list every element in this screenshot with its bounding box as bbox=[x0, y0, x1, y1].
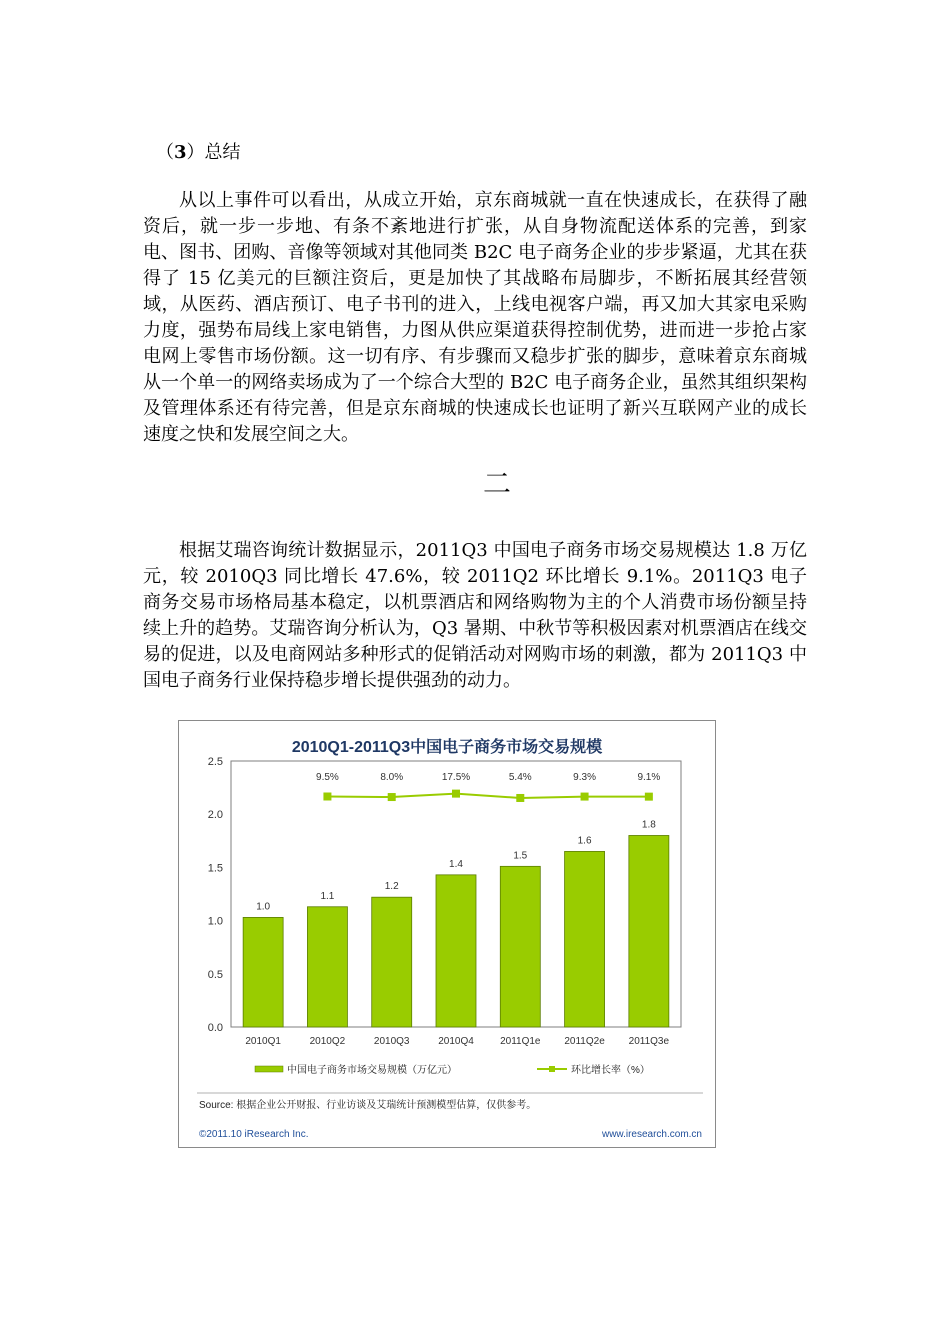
y-tick-label: 0.0 bbox=[207, 1022, 223, 1034]
bar-value-label: 1.4 bbox=[449, 858, 463, 870]
chart-figure bbox=[178, 720, 716, 1148]
growth-point-2010Q3 bbox=[388, 793, 396, 801]
bar-value-label: 1.6 bbox=[577, 835, 592, 847]
legend-bar-swatch bbox=[255, 1066, 283, 1072]
chart-website: www.iresearch.com.cn bbox=[601, 1129, 702, 1140]
bar-2011Q2e bbox=[565, 851, 605, 1027]
bar-2010Q3 bbox=[372, 897, 412, 1027]
growth-line-series bbox=[316, 772, 660, 802]
growth-point-2011Q3e bbox=[645, 793, 653, 801]
bar-2011Q3e bbox=[629, 835, 669, 1027]
bar-value-label: 1.0 bbox=[256, 901, 271, 913]
growth-value-label: 9.5% bbox=[316, 772, 339, 783]
bar-value-label: 1.8 bbox=[641, 819, 656, 831]
y-tick-label: 0.5 bbox=[207, 968, 223, 981]
chart-legend bbox=[255, 1063, 650, 1076]
growth-value-label: 17.5% bbox=[441, 772, 471, 783]
growth-line bbox=[327, 794, 648, 798]
x-tick-label: 2010Q4 bbox=[438, 1036, 474, 1047]
chart-title: 2010Q1-2011Q3中国电子商务市场交易规模 bbox=[291, 739, 603, 756]
legend-bar-label: 中国电子商务市场交易规模（万亿元） bbox=[287, 1065, 457, 1076]
x-tick-label: 2010Q1 bbox=[245, 1036, 281, 1047]
x-tick-label: 2011Q2e bbox=[564, 1036, 605, 1047]
chart-source-note: Source: 根据企业公开财报、行业访谈及艾瑞统计预测模型估算，仅供参考。 bbox=[199, 1100, 537, 1111]
x-tick-label: 2011Q1e bbox=[500, 1036, 541, 1047]
growth-value-label: 9.1% bbox=[637, 772, 661, 783]
x-axis bbox=[245, 1036, 669, 1047]
growth-point-2010Q2 bbox=[323, 793, 331, 801]
y-tick-label: 1.0 bbox=[207, 915, 223, 928]
y-tick-label: 2.5 bbox=[207, 756, 223, 768]
summary-paragraph: 从以上事件可以看出，从成立开始，京东商城就一直在快速成长，在获得了融资后，就一步一步地、有条不紊地进行扩张，从自身物流配送体系的完善，到家电、图书、团购、音像等领域对其他同类 B2C 电子商务企业的步步紧逼，尤其在获得了 15 亿美元的巨额注资后，更是加快了其战略布局脚步，不断拓展其经营领域，从医药、酒店预订、电子书刊的进入，上线电视客户端，再又加大其家电采购力度，强势布局线上家电销售，力图从供应渠道获得控制优势，进而进一步抢占家电网上零售市场份额。这一切有序、有步骤而又稳步扩张的脚步，意味着京东商城从一个单一的网络卖场成为了一个综合大型的 B2C 电子商务企业，虽然其组织架构及管理体系还有待完善，但是京东商城的快速成长也证明了新兴互联网产业的成长速度之快和发展空间之大。 bbox=[143, 190, 807, 445]
growth-point-2011Q2e bbox=[581, 793, 589, 801]
section-number: 二 bbox=[483, 467, 512, 500]
y-tick-label: 2.0 bbox=[207, 809, 223, 822]
market-paragraph: 根据艾瑞咨询统计数据显示，2011Q3 中国电子商务市场交易规模达 1.8 万亿元，较 2010Q3 同比增长 47.6%，较 2011Q2 环比增长 9.1%。2011Q3 电子商务交易市场格局基本稳定，以机票酒店和网络购物为主的个人消费市场份额呈持续上升的趋势。艾瑞咨询分析认为，Q3 暑期、中秋节等积极因素对机票酒店在线交易的促进，以及电商网站多种形式的促销活动对网购市场的刺激，都为 2011Q3 中国电子商务行业保持稳步增长提供强劲的动力。 bbox=[143, 540, 807, 691]
bar-2010Q1 bbox=[243, 917, 283, 1027]
heading-number: 3 bbox=[174, 142, 187, 163]
legend-line-label: 环比增长率（%） bbox=[571, 1065, 650, 1076]
x-tick-label: 2010Q2 bbox=[309, 1036, 346, 1047]
legend-line-marker bbox=[549, 1066, 555, 1072]
bar-value-label: 1.1 bbox=[320, 890, 335, 902]
heading-prefix: （ bbox=[156, 142, 174, 163]
growth-value-label: 8.0% bbox=[380, 772, 404, 783]
heading-suffix: ）总结 bbox=[186, 142, 241, 163]
bar-line-chart bbox=[179, 721, 715, 1147]
bar-value-label: 1.2 bbox=[384, 881, 399, 893]
y-tick-label: 1.5 bbox=[207, 862, 223, 875]
x-tick-label: 2011Q3e bbox=[628, 1036, 670, 1047]
section-heading bbox=[156, 138, 241, 164]
bar-2010Q2 bbox=[307, 907, 347, 1027]
growth-value-label: 9.3% bbox=[573, 772, 596, 783]
bar-2011Q1e bbox=[500, 866, 540, 1027]
y-axis bbox=[208, 756, 223, 1034]
bar-2010Q4 bbox=[436, 875, 476, 1027]
growth-point-2011Q1e bbox=[516, 794, 524, 802]
growth-point-2010Q4 bbox=[452, 790, 460, 798]
chart-copyright: ©2011.10 iResearch Inc. bbox=[199, 1129, 309, 1140]
bar-series bbox=[243, 819, 669, 1027]
x-tick-label: 2010Q3 bbox=[373, 1036, 410, 1047]
growth-value-label: 5.4% bbox=[508, 772, 532, 783]
bar-value-label: 1.5 bbox=[513, 850, 528, 862]
